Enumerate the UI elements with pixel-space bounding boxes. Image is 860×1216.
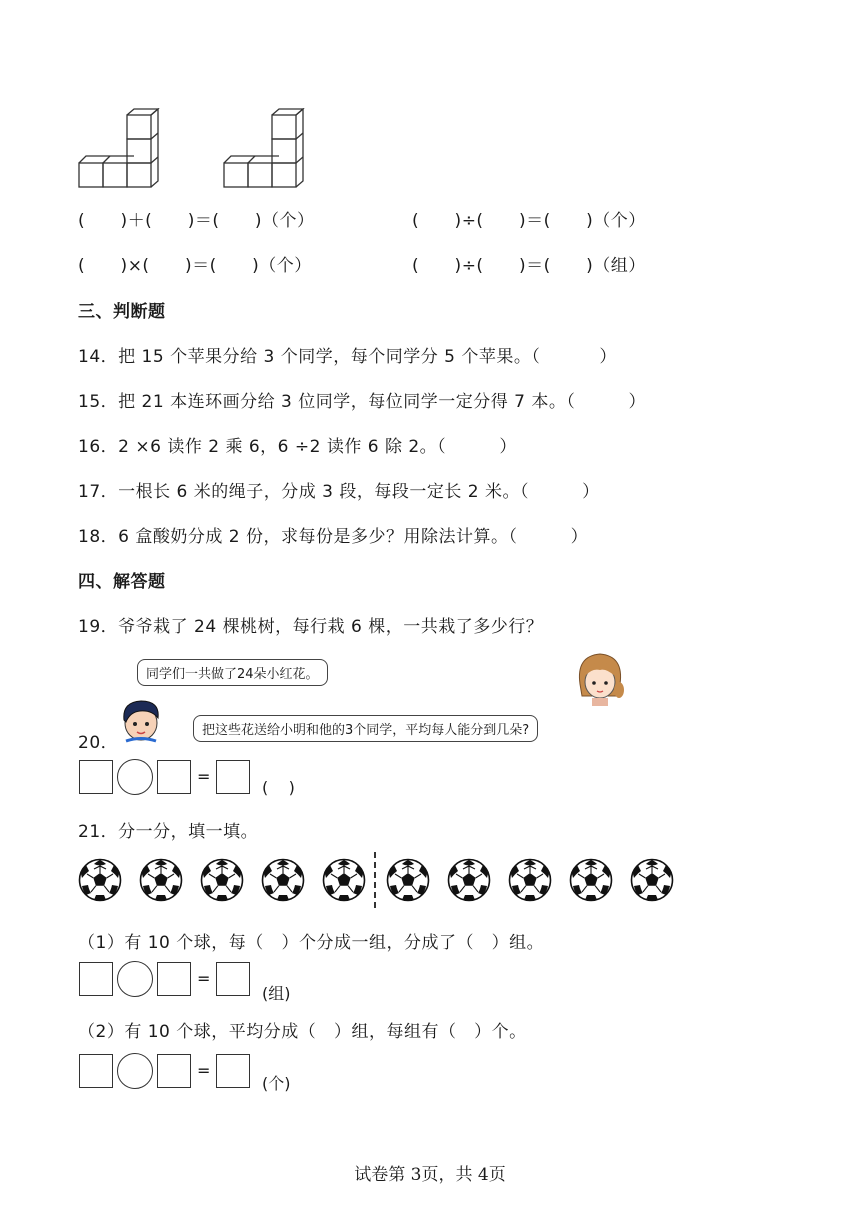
soccer-ball-icon bbox=[508, 858, 552, 902]
section-4-title: 四、解答题 bbox=[78, 572, 166, 592]
cube-figure-right bbox=[221, 108, 311, 190]
q13-row2-right: ( )÷( )＝( )（组） bbox=[412, 256, 646, 276]
cube-figure-left bbox=[76, 108, 166, 190]
answer-box[interactable] bbox=[79, 1054, 113, 1088]
boy-avatar-icon bbox=[116, 696, 166, 744]
soccer-ball-icon bbox=[200, 858, 244, 902]
equals-sign: = bbox=[197, 767, 211, 786]
q13-row2-left: ( )×( )＝( )（个） bbox=[78, 256, 312, 276]
equals-sign: = bbox=[197, 969, 211, 988]
question-14: 14．把 15 个苹果分给 3 个同学，每个同学分 5 个苹果。（ ） bbox=[78, 347, 617, 367]
q13-row1-right: ( )÷( )＝( )（个） bbox=[412, 211, 646, 231]
answer-box[interactable] bbox=[79, 760, 113, 794]
answer-box[interactable] bbox=[79, 962, 113, 996]
q21-part-2-unit: (个) bbox=[262, 1074, 291, 1093]
dashed-divider bbox=[374, 852, 376, 908]
q13-row1-left: ( )＋( )＝( )（个） bbox=[78, 211, 315, 231]
question-19: 19．爷爷栽了 24 棵桃树，每行栽 6 棵，一共栽了多少行？ bbox=[78, 617, 544, 637]
soccer-ball-icon bbox=[322, 858, 366, 902]
girl-avatar-icon bbox=[572, 650, 628, 708]
soccer-ball-icon bbox=[386, 858, 430, 902]
question-17: 17．一根长 6 米的绳子，分成 3 段，每段一定长 2 米。（ ） bbox=[78, 482, 600, 502]
soccer-ball-icon bbox=[78, 858, 122, 902]
equals-sign: = bbox=[197, 1061, 211, 1080]
question-21-part-1: （1）有 10 个球，每（ ）个分成一组，分成了（ ）组。 bbox=[78, 933, 545, 953]
soccer-ball-icon bbox=[630, 858, 674, 902]
speech-bubble-classmates: 同学们一共做了24朵小红花。 bbox=[137, 659, 328, 686]
soccer-ball-icon bbox=[261, 858, 305, 902]
operator-circle[interactable] bbox=[117, 961, 153, 997]
question-18: 18．6 盒酸奶分成 2 份，求每份是多少？用除法计算。（ ） bbox=[78, 527, 589, 547]
answer-box[interactable] bbox=[157, 1054, 191, 1088]
answer-box[interactable] bbox=[157, 962, 191, 996]
q20-unit: ( ) bbox=[262, 778, 295, 797]
operator-circle[interactable] bbox=[117, 759, 153, 795]
answer-box[interactable] bbox=[216, 1054, 250, 1088]
speech-bubble-girl: 把这些花送给小明和他的3个同学，平均每人能分到几朵? bbox=[193, 715, 538, 742]
question-21: 21．分一分，填一填。 bbox=[78, 822, 259, 842]
question-16: 16．2 ×6 读作 2 乘 6，6 ÷2 读作 6 除 2。（ ） bbox=[78, 437, 517, 457]
answer-box[interactable] bbox=[216, 962, 250, 996]
section-3-title: 三、判断题 bbox=[78, 302, 166, 322]
question-15: 15．把 21 本连环画分给 3 位同学，每位同学一定分得 7 本。（ ） bbox=[78, 392, 646, 412]
question-21-part-2: （2）有 10 个球，平均分成（ ）组，每组有（ ）个。 bbox=[78, 1022, 527, 1042]
soccer-ball-icon bbox=[569, 858, 613, 902]
soccer-ball-icon bbox=[139, 858, 183, 902]
answer-box[interactable] bbox=[216, 760, 250, 794]
soccer-balls-row bbox=[0, 0, 860, 1]
page-footer: 试卷第 3页，共 4页 bbox=[354, 1165, 506, 1185]
question-20-number: 20． bbox=[78, 733, 119, 753]
soccer-ball-icon bbox=[447, 858, 491, 902]
q21-part-1-unit: (组) bbox=[262, 984, 291, 1003]
operator-circle[interactable] bbox=[117, 1053, 153, 1089]
answer-box[interactable] bbox=[157, 760, 191, 794]
